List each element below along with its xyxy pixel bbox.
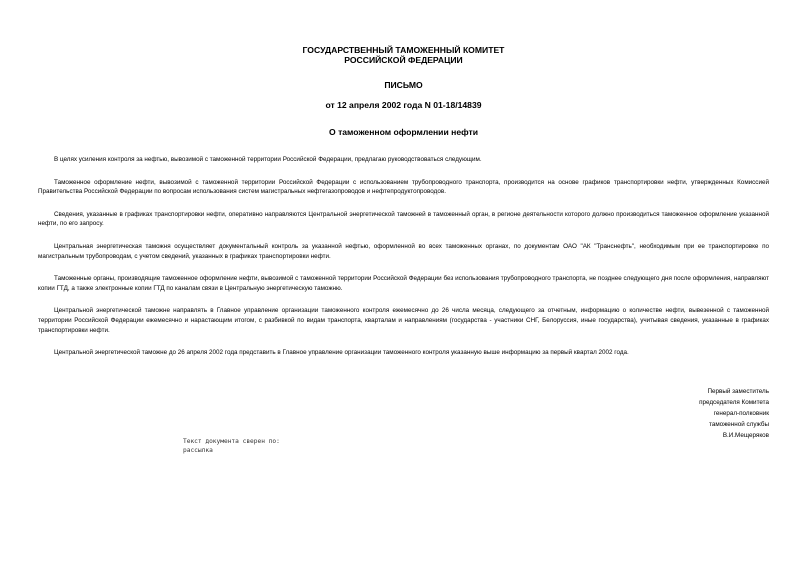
signature-position-2: председателя Комитета	[699, 399, 769, 406]
org-name-line-2: РОССИЙСКОЙ ФЕДЕРАЦИИ	[344, 55, 463, 65]
body-paragraph-2: Таможенное оформление нефти, вывозимой с таможенной территории Российской Федерации с использованием трубопроводного транспорта, производится на основе графиков транспортировки нефти, утвержденных Комиссией Правительства Российской Федерации по вопросам использования систем магистральных нефтегазопроводов и нефтепродуктопроводов.	[38, 178, 769, 196]
signature-rank-2: таможенной службы	[709, 421, 769, 428]
signatory-name: В.И.Мещеряков	[722, 432, 769, 439]
verification-note	[183, 437, 280, 455]
verification-note-line-2: рассылка	[183, 447, 213, 454]
document-type: ПИСЬМО	[384, 80, 423, 90]
body-paragraph-5: Таможенные органы, производящие таможенное оформление нефти, вывозимой с таможенной территории Российской Федерации без использования трубопроводного транспорта, не позднее следующего дня после оформления, направляют копии ГТД, а также электронные копии ГТД по каналам связи в Центральную энергетическую таможню.	[38, 275, 769, 292]
org-name-line-1: ГОСУДАРСТВЕННЫЙ ТАМОЖЕННЫЙ КОМИТЕТ	[302, 45, 505, 55]
signature-rank-1: генерал-полковник	[713, 410, 769, 417]
signature-position-1: Первый заместитель	[707, 388, 769, 395]
document-title: О таможенном оформлении нефти	[329, 127, 478, 137]
body-paragraph-3: Сведения, указанные в графиках транспортировки нефти, оперативно направляются Центральной энергетической таможней в таможенный орган, в регионе деятельности которого должно производиться таможенное оформление указанной нефти, по его запросу.	[38, 210, 769, 228]
issuing-organization	[38, 45, 769, 65]
body-paragraph-6: Центральной энергетической таможне направлять в Главное управление организации таможенного контроля ежемесячно до 26 числа месяца, следующего за отчетным, информацию о количестве нефти, вывезенной с таможенной территории Российской Федерации ежемесячно и нарастающим итогом, с разбивкой по видам транспорта, кварталам и направлениям (государства - участники СНГ, Белоруссия, иные государства), учитывая сведения, указанные в графиках транспортировки нефти.	[38, 307, 769, 334]
signature-block	[699, 386, 769, 441]
body-paragraph-7: Центральной энергетической таможне до 26 апреля 2002 года представить в Главное управление организации таможенного контроля указанную выше информацию за первый квартал 2002 года.	[54, 349, 629, 357]
body-paragraph-4: Центральная энергетическая таможня осуществляет документальный контроль за указанной нефтью, оформленной во всех таможенных органах, по документам ОАО "АК "Транснефть", необходимым при ее транспортировке по магистральным трубопроводам, с учетом сведений, указанных в графиках транспортировки нефти.	[38, 242, 769, 260]
document-body	[38, 155, 769, 358]
body-paragraph-1: В целях усиления контроля за нефтью, вывозимой с таможенной территории Российской Федерации, предлагаю руководствоваться следующим.	[54, 156, 482, 163]
document-page	[38, 45, 769, 371]
verification-note-line-1: Текст документа сверен по:	[183, 438, 280, 445]
document-date-number: от 12 апреля 2002 года N 01-18/14839	[325, 100, 482, 110]
